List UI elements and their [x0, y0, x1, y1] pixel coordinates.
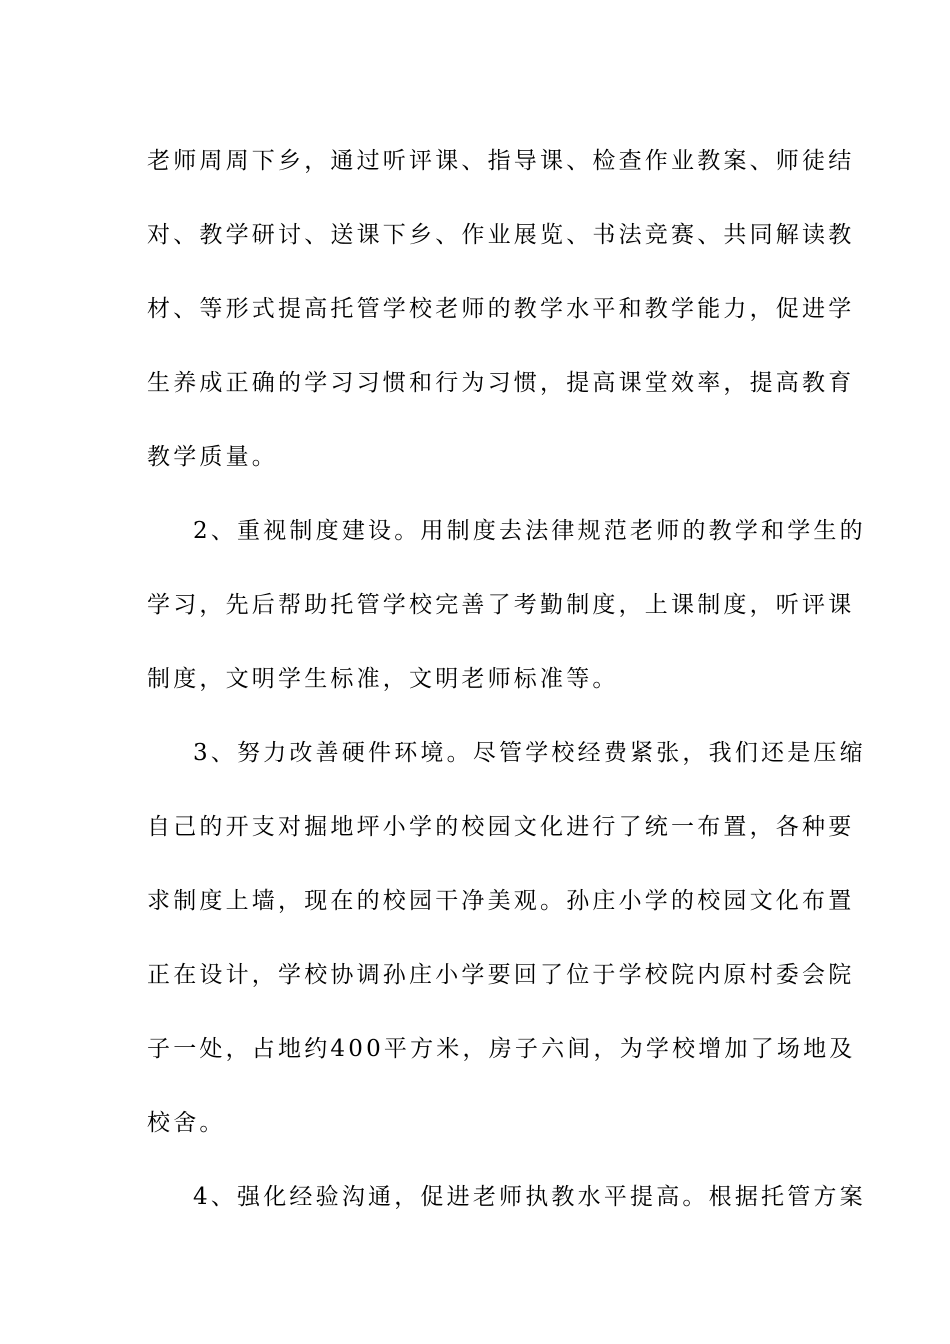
text-line: 制度，文明学生标准，文明老师标准等。	[147, 666, 619, 692]
text-line: 子一处，占地约400平方米，房子六间，为学校增加了场地及	[147, 1036, 856, 1062]
body-text	[147, 124, 866, 1234]
text-line: 对、教学研讨、送课下乡、作业展览、书法竞赛、共同解读教	[147, 222, 855, 248]
text-line: 教学质量。	[147, 444, 278, 470]
text-line: 3、努力改善硬件环境。尽管学校经费紧张，我们还是压缩	[193, 740, 866, 766]
text-line: 4、强化经验沟通，促进老师执教水平提高。根据托管方案	[193, 1184, 866, 1210]
text-line: 材、等形式提高托管学校老师的教学水平和教学能力，促进学	[147, 296, 855, 322]
text-line: 学习，先后帮助托管学校完善了考勤制度，上课制度，听评课	[147, 592, 855, 618]
paragraph-item-3	[147, 716, 866, 1160]
text-line: 老师周周下乡，通过听评课、指导课、检查作业教案、师徒结	[147, 148, 855, 174]
text-line: 自己的开支对掘地坪小学的校园文化进行了统一布置，各种要	[147, 814, 855, 840]
paragraph-continuation	[147, 124, 855, 494]
text-line: 求制度上墙，现在的校园干净美观。孙庄小学的校园文化布置	[147, 888, 855, 914]
paragraph-item-2	[147, 494, 866, 716]
text-line: 2、重视制度建设。用制度去法律规范老师的教学和学生的	[193, 518, 866, 544]
text-line: 生养成正确的学习习惯和行为习惯，提高课堂效率，提高教育	[147, 370, 855, 396]
paragraph-item-4	[147, 1160, 866, 1234]
text-line: 正在设计，学校协调孙庄小学要回了位于学校院内原村委会院	[147, 962, 855, 988]
text-line: 校舍。	[147, 1110, 226, 1136]
